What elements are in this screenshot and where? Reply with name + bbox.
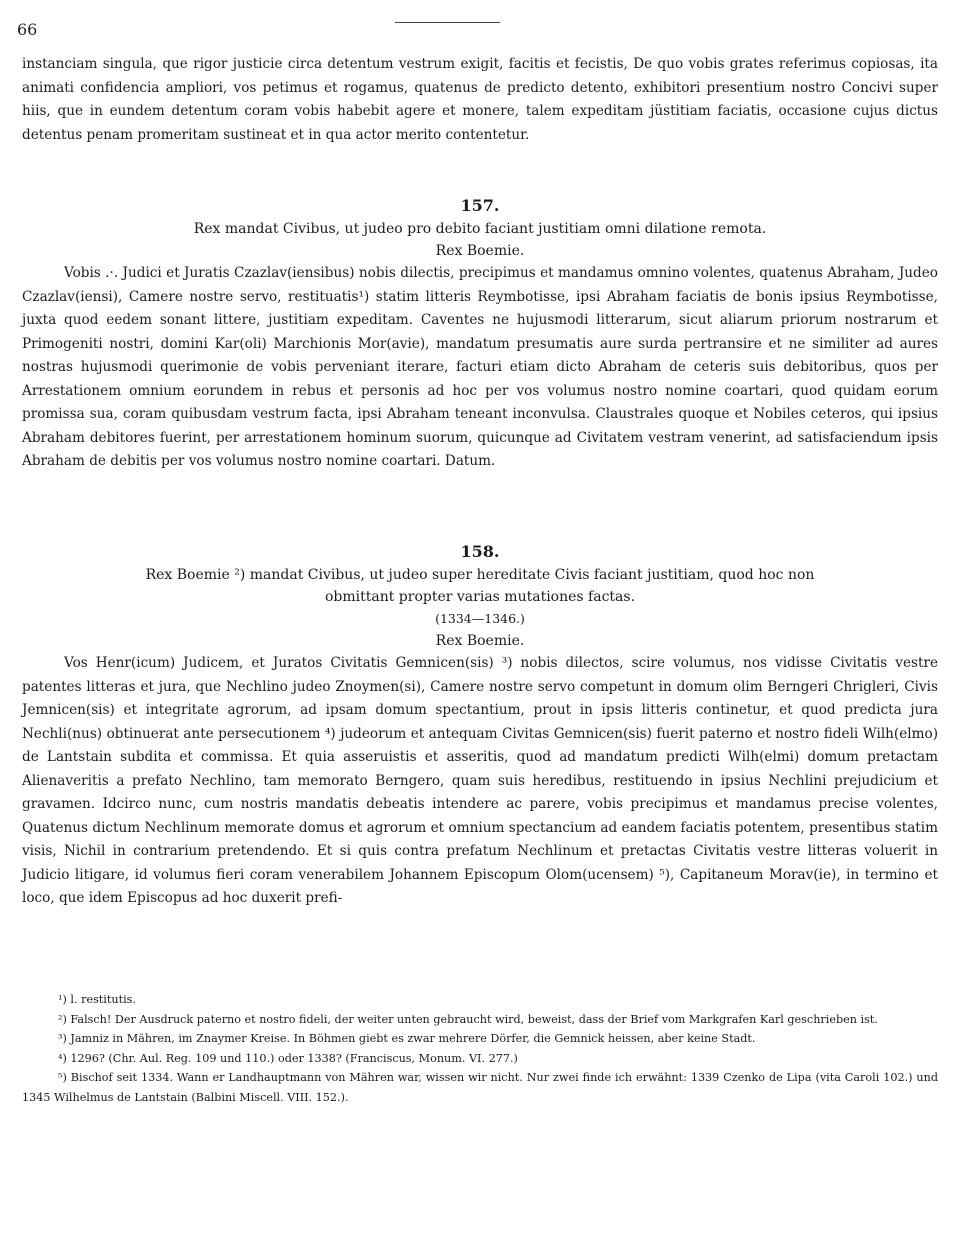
doc157-number: 157. (460, 196, 500, 215)
doc158-issuer: Rex Boemie. (435, 633, 525, 649)
intro-paragraph: instanciam singula, que rigor justicie circa detentum vestrum exigit, facitis et fecistis, De quo vobis grates referimus copiosas, ita animati confidencia ampliori, vos petimus et rogamus, quatenus de predicto detento, exhibitori presentium nostro Concivi super hiis, que in eundem detentum coram vobis habebit agere et monere, talem expeditam jüstitiam faciatis, occasione cujus dictus detentus penam promeritam sustineat et in qua actor merito contentetur. (22, 56, 938, 143)
footnote-3: ³) Jamniz in Mähren, im Znaymer Kreise. In Böhmen giebt es zwar mehrere Dörfer, die Gemnick heissen, aber keine Stadt. (58, 1032, 756, 1045)
header-rule (395, 22, 500, 23)
doc158-number: 158. (460, 542, 500, 561)
doc158-date: (1334—1346.) (435, 611, 525, 626)
document-157 (22, 194, 938, 474)
doc158-heading: Rex Boemie ²) mandat Civibus, ut judeo super hereditate Civis faciant justitiam, quod hoc non obmittant propter varias mutationes factas. (145, 567, 815, 605)
doc157-heading: Rex mandat Civibus, ut judeo pro debito faciant justitiam omni dilatione remota. (193, 221, 767, 237)
footnote-1: ¹) l. restitutis. (58, 993, 136, 1006)
footnotes (22, 990, 938, 1107)
document-158 (22, 540, 938, 911)
doc158-text: Vos Henr(icum) Judicem, et Juratos Civitatis Gemnicen(sis) ³) nobis dilectos, scire volumus, nos vidisse Civitatis vestre patentes litteras et jura, que Nechlino judeo Znoymen(si), Camere nostre servo competunt in domum olim Berngeri Chrigleri, Civis Jemnicen(sis) et integritate agrorum, ad ipsam domum spectantium, prout in ipsis litteris continetur, et quod predicta jura Nechli(nus) obtinuerat ante persecutionem ⁴) judeorum et antequam Civitas Gemnicen(sis) fuerit paterno et nostro fideli Wilh(elmo) de Lantstain subdita et commissa. Et quia asseruistis et asseritis, quod ad mandatum predicti Wilh(elmi) domum pretactam Alienaveritis a prefato Nechlino, tam memorato Berngero, quam suis heredibus, restituendo in ipsius Nechlini prejudicium et gravamen. Idcirco nunc, cum nostris mandatis debeatis intendere ac parere, vobis precipimus et mandamus precise volentes, Quatenus dictum Nechlinum memorate domus et agrorum et omnium spectancium ad eandem faciatis potentem, presentibus statim visis, Nichil in contrarium pretendendo. Et si quis contra prefatum Nechlinum et pretactas Civitatis vestre litteras voluerit in Judicio litigare, id volumus fieri coram venerabilem Johannem Episcopum Olom(ucensem) ⁵), Capitaneum Morav(ie), in termino et loco, que idem Episcopus ad hoc duxerit prefi- (22, 655, 938, 906)
page-number: 66 (17, 20, 38, 39)
doc157-text: Vobis .·. Judici et Juratis Czazlav(iensibus) nobis dilectis, precipimus et mandamus omnino volentes, quatenus Abraham, Judeo Czazlav(iensi), Camere nostre servo, restituatis¹) statim litteris Reymbotisse, ipsi Abraham faciatis de bonis ipsius Reymbotisse, juxta quod eedem sonant littere, justitiam expeditam. Caventes ne hujusmodi litterarum, sicut aliarum priorum nostrarum et Primogeniti nostri, domini Kar(oli) Marchionis Mor(avie), mandatum presumatis aure surda pertransire et ne similiter ad aures nostras hujusmodi querimonie de vobis perveniant iterare, facturi etiam dicto Abraham de ceteris suis debitoribus, quos per Arrestationem omnium eorundem in rebus et personis ad hoc per vos volumus nostro nomine coartari, quod quidam eorum promissa sua, coram quibusdam vestrum facta, ipsi Abraham teneant inconvulsa. Claustrales quoque et Nobiles ceteros, qui ipsius Abraham debitores fuerint, per arrestationem hominum suorum, quicunque ad Civitatem vestram venerint, ad satisfaciendum ipsis Abraham de debitis per vos volumus nostro nomine coartari. Datum. (22, 265, 938, 469)
intro-paragraph-block (22, 53, 938, 147)
doc157-issuer: Rex Boemie. (435, 243, 525, 259)
footnote-5: ⁵) Bischof seit 1334. Wann er Landhauptmann von Mähren war, wissen wir nicht. Nur zwei finde ich erwähnt: 1339 Czenko de Lipa (vita Caroli 102.) und 1345 Wilhelmus de Lantstain (Balbini Miscell. VIII. 152.). (22, 1071, 938, 1104)
footnote-2: ²) Falsch! Der Ausdruck paterno et nostro fideli, der weiter unten gebraucht wird, beweist, dass der Brief vom Markgrafen Karl geschrieben ist. (58, 1012, 878, 1026)
footnote-4: ⁴) 1296? (Chr. Aul. Reg. 109 und 110.) oder 1338? (Franciscus, Monum. VI. 277.) (58, 1051, 518, 1065)
